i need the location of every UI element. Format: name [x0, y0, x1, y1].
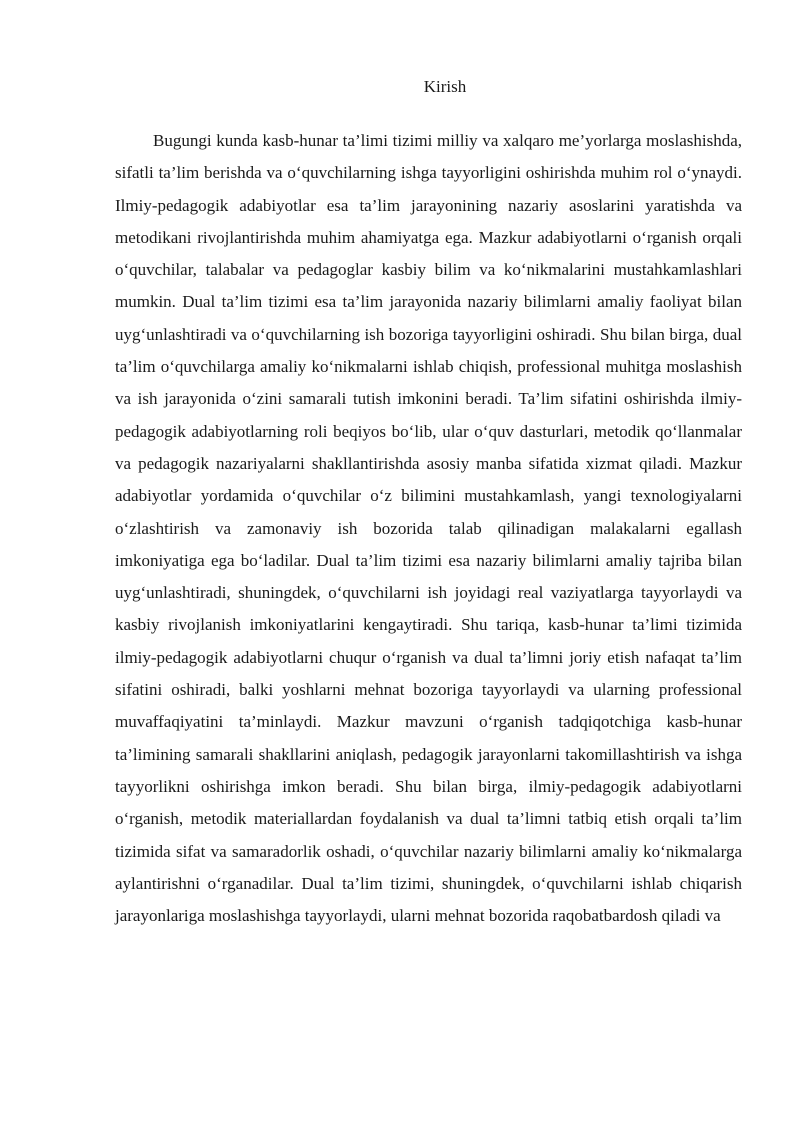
- body-paragraph: Bugungi kunda kasb-hunar ta’limi tizimi milliy va xalqaro me’yorlarga moslashishda, sifatli ta’lim berishda va o‘quvchilarning ishga tayyorligini oshirishda muhim rol o‘ynaydi. Ilmiy-pedagogik adabiyotlar esa ta’lim jarayonining nazariy asoslarini yaratishda va metodikani rivojlantirishda muhim ahamiyatga ega. Mazkur adabiyotlarni o‘rganish orqali o‘quvchilar, talabalar va pedagoglar kasbiy bilim va ko‘nikmalarini mustahkamlashlari mumkin. Dual ta’lim tizimi esa ta’lim jarayonida nazariy bilimlarni amaliy faoliyat bilan uyg‘unlashtiradi va o‘quvchilarning ish bozoriga tayyorligini oshiradi. Shu bilan birga, dual ta’lim o‘quvchilarga amaliy ko‘nikmalarni ishlab chiqish, professional muhitga moslashish va ish jarayonida o‘zini samarali tutish imkonini beradi. Ta’lim sifatini oshirishda ilmiy-pedagogik adabiyotlarning roli beqiyos bo‘lib, ular o‘quv dasturlari, metodik qo‘llanmalar va pedagogik nazariyalarni shakllantirishda asosiy manba sifatida xizmat qiladi. Mazkur adabiyotlar yordamida o‘quvchilar o‘z bilimini mustahkamlash, yangi texnologiyalarni o‘zlashtirish va zamonaviy ish bozorida talab qilinadigan malakalarni egallash imkoniyatiga ega bo‘ladilar. Dual ta’lim tizimi esa nazariy bilimlarni amaliy tajriba bilan uyg‘unlashtiradi, shuningdek, o‘quvchilarni ish joyidagi real vaziyatlarga tayyorlaydi va kasbiy rivojlanish imkoniyatlarini kengaytiradi. Shu tariqa, kasb-hunar ta’limi tizimida ilmiy-pedagogik adabiyotlarni chuqur o‘rganish va dual ta’limni joriy etish nafaqat ta’lim sifatini oshiradi, balki yoshlarni mehnat bozoriga tayyorlaydi va ularning professional muvaffaqiyatini ta’minlaydi. Mazkur mavzuni o‘rganish tadqiqotchiga kasb-hunar ta’limining samarali shakllarini aniqlash, pedagogik jarayonlarni takomillashtirish va ishga tayyorlikni oshirishga imkon beradi. Shu bilan birga, ilmiy-pedagogik adabiyotlarni o‘rganish, metodik materiallardan foydalanish va dual ta’limni tatbiq etish orqali ta’lim tizimida sifat va samaradorlik oshadi, o‘quvchilar nazariy bilimlarni amaliy ko‘nikmalarga aylantirishni o‘rganadilar. Dual ta’lim tizimi, shuningdek, o‘quvchilarni ishlab chiqarish jarayonlariga moslashishga tayyorlaydi, ularni mehnat bozorida raqobatbardosh qiladi va: [115, 131, 742, 926]
- page-title: Kirish: [423, 77, 467, 96]
